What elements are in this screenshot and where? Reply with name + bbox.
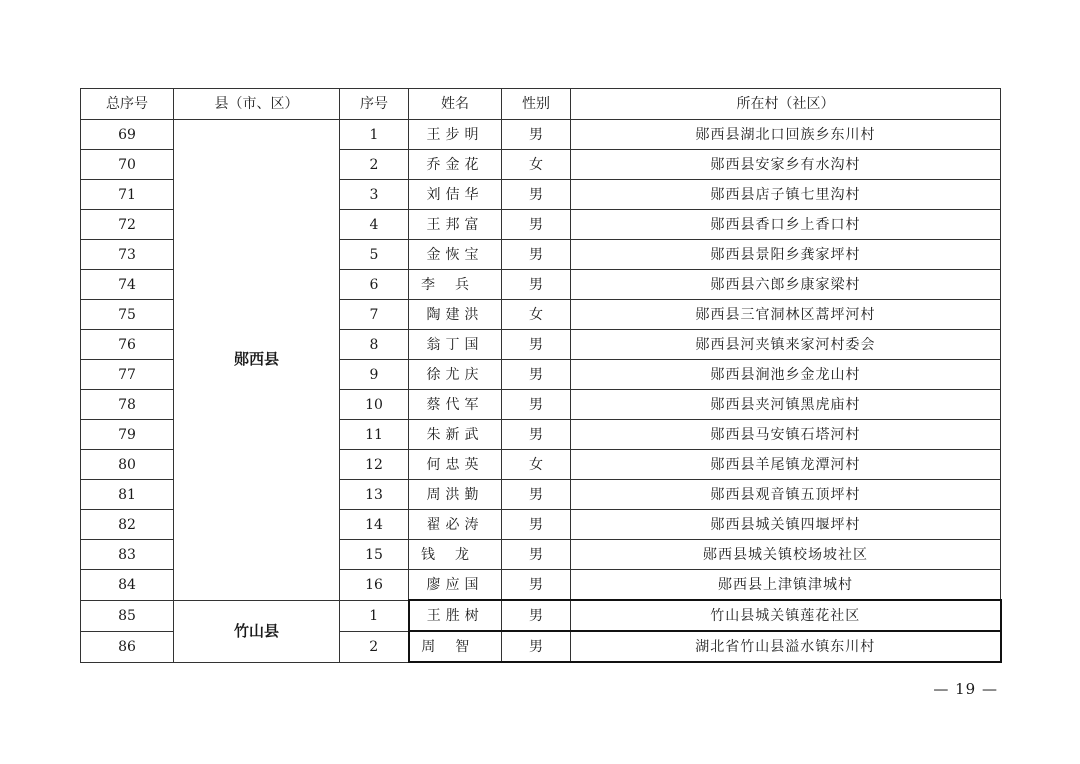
name-cell: 王邦富: [409, 210, 502, 240]
village-cell: 郧西县涧池乡金龙山村: [571, 360, 1001, 390]
gender-cell: 男: [502, 540, 571, 570]
total-number-cell: 84: [81, 570, 174, 601]
number-cell: 7: [340, 300, 409, 330]
gender-cell: 男: [502, 570, 571, 601]
name-cell: 陶建洪: [409, 300, 502, 330]
total-number-cell: 80: [81, 450, 174, 480]
total-number-cell: 83: [81, 540, 174, 570]
total-number-cell: 76: [81, 330, 174, 360]
header-village: 所在村（社区）: [571, 89, 1001, 120]
name-cell: 金恢宝: [409, 240, 502, 270]
name-cell: 朱新武: [409, 420, 502, 450]
header-name: 姓名: [409, 89, 502, 120]
total-number-cell: 75: [81, 300, 174, 330]
total-number-cell: 74: [81, 270, 174, 300]
name-cell: 徐尤庆: [409, 360, 502, 390]
total-number-cell: 77: [81, 360, 174, 390]
number-cell: 1: [340, 120, 409, 150]
village-cell: 郧西县羊尾镇龙潭河村: [571, 450, 1001, 480]
number-cell: 1: [340, 600, 409, 631]
total-number-cell: 78: [81, 390, 174, 420]
village-cell: 郧西县城关镇四堰坪村: [571, 510, 1001, 540]
total-number-cell: 69: [81, 120, 174, 150]
village-cell: 郧西县六郎乡康家梁村: [571, 270, 1001, 300]
village-cell: 竹山县城关镇莲花社区: [571, 600, 1001, 631]
village-cell: 湖北省竹山县溢水镇东川村: [571, 631, 1001, 662]
total-number-cell: 70: [81, 150, 174, 180]
village-cell: 郧西县店子镇七里沟村: [571, 180, 1001, 210]
village-cell: 郧西县河夹镇来家河村委会: [571, 330, 1001, 360]
number-cell: 10: [340, 390, 409, 420]
total-number-cell: 72: [81, 210, 174, 240]
table-row: [81, 600, 1001, 631]
gender-cell: 男: [502, 600, 571, 631]
name-cell: 王步明: [409, 120, 502, 150]
gender-cell: 男: [502, 330, 571, 360]
total-number-cell: 79: [81, 420, 174, 450]
gender-cell: 男: [502, 631, 571, 662]
county-cell: 竹山县: [174, 600, 340, 662]
number-cell: 13: [340, 480, 409, 510]
number-cell: 5: [340, 240, 409, 270]
name-cell: 蔡代军: [409, 390, 502, 420]
total-number-cell: 82: [81, 510, 174, 540]
name-cell: 周洪勤: [409, 480, 502, 510]
number-cell: 9: [340, 360, 409, 390]
gender-cell: 女: [502, 300, 571, 330]
village-cell: 郧西县三官洞林区蒿坪河村: [571, 300, 1001, 330]
total-number-cell: 73: [81, 240, 174, 270]
number-cell: 4: [340, 210, 409, 240]
name-cell: 王胜树: [409, 600, 502, 631]
name-cell: 刘佶华: [409, 180, 502, 210]
number-cell: 2: [340, 150, 409, 180]
roster-body: [81, 120, 1001, 663]
page-number: — 19 —: [933, 680, 998, 698]
header-gender: 性别: [502, 89, 571, 120]
gender-cell: 女: [502, 150, 571, 180]
header-county: 县（市、区）: [174, 89, 340, 120]
number-cell: 11: [340, 420, 409, 450]
village-cell: 郧西县上津镇津城村: [571, 570, 1001, 601]
gender-cell: 男: [502, 210, 571, 240]
village-cell: 郧西县马安镇石塔河村: [571, 420, 1001, 450]
total-number-cell: 71: [81, 180, 174, 210]
total-number-cell: 86: [81, 631, 174, 662]
number-cell: 14: [340, 510, 409, 540]
number-cell: 15: [340, 540, 409, 570]
header-total-number: 总序号: [81, 89, 174, 120]
village-cell: 郧西县安家乡有水沟村: [571, 150, 1001, 180]
table-header-row: [81, 89, 1001, 120]
name-cell: 翟必涛: [409, 510, 502, 540]
number-cell: 8: [340, 330, 409, 360]
gender-cell: 男: [502, 510, 571, 540]
village-cell: 郧西县景阳乡龚家坪村: [571, 240, 1001, 270]
name-cell: 乔金花: [409, 150, 502, 180]
village-cell: 郧西县湖北口回族乡东川村: [571, 120, 1001, 150]
name-cell: 钱龙: [409, 540, 502, 570]
name-cell: 翁丁国: [409, 330, 502, 360]
total-number-cell: 81: [81, 480, 174, 510]
village-cell: 郧西县观音镇五顶坪村: [571, 480, 1001, 510]
gender-cell: 男: [502, 120, 571, 150]
gender-cell: 男: [502, 270, 571, 300]
name-cell: 廖应国: [409, 570, 502, 601]
village-cell: 郧西县城关镇校场坡社区: [571, 540, 1001, 570]
name-cell: 周智: [409, 631, 502, 662]
gender-cell: 男: [502, 420, 571, 450]
number-cell: 6: [340, 270, 409, 300]
gender-cell: 男: [502, 480, 571, 510]
gender-cell: 男: [502, 360, 571, 390]
number-cell: 3: [340, 180, 409, 210]
village-cell: 郧西县香口乡上香口村: [571, 210, 1001, 240]
gender-cell: 男: [502, 390, 571, 420]
number-cell: 2: [340, 631, 409, 662]
name-cell: 李兵: [409, 270, 502, 300]
total-number-cell: 85: [81, 600, 174, 631]
number-cell: 12: [340, 450, 409, 480]
gender-cell: 男: [502, 240, 571, 270]
name-cell: 何忠英: [409, 450, 502, 480]
county-cell: 郧西县: [174, 120, 340, 601]
gender-cell: 男: [502, 180, 571, 210]
header-number: 序号: [340, 89, 409, 120]
table-row: [81, 120, 1001, 150]
roster-table: [80, 88, 1002, 663]
number-cell: 16: [340, 570, 409, 601]
village-cell: 郧西县夹河镇黑虎庙村: [571, 390, 1001, 420]
gender-cell: 女: [502, 450, 571, 480]
